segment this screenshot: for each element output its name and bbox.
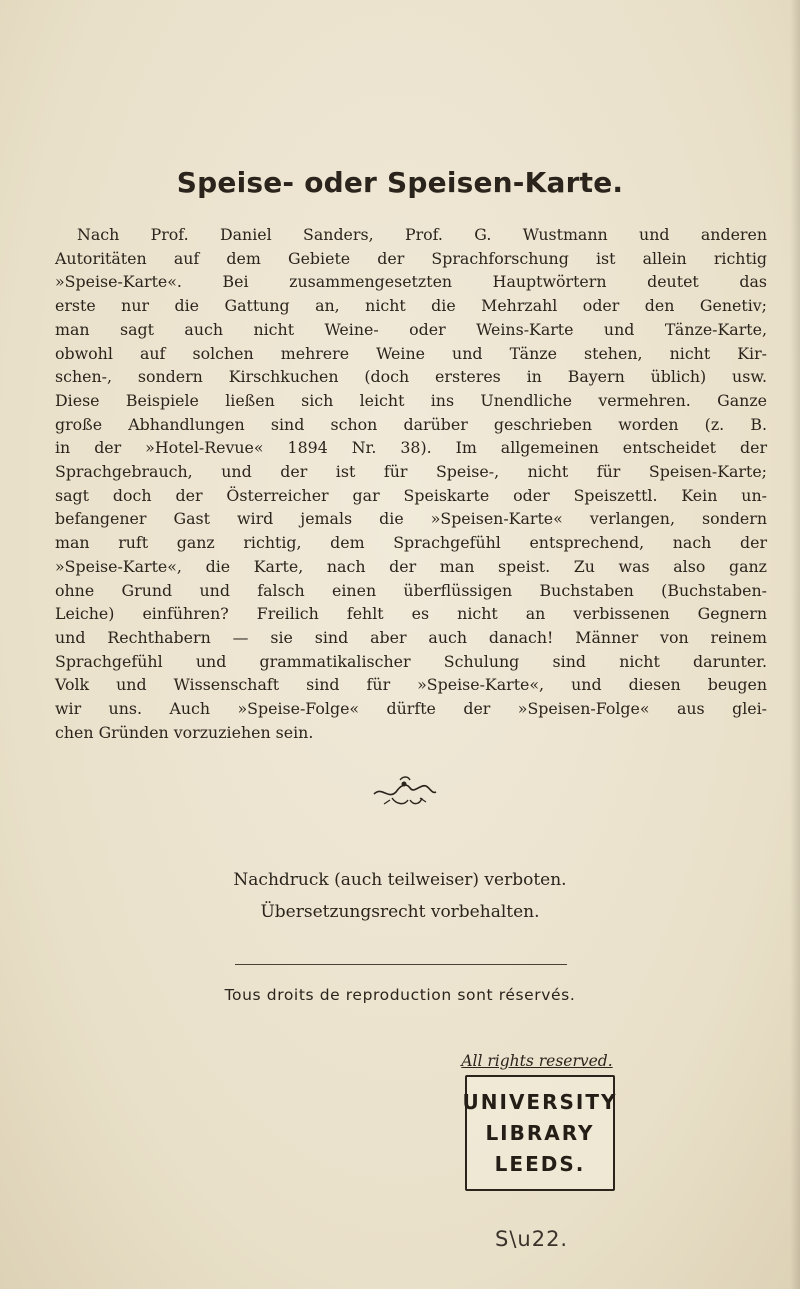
stamp-line-2: LIBRARY — [485, 1120, 595, 1145]
library-stamp — [462, 1075, 618, 1191]
text-line: obwohl auf solchen mehrere Weine und Tänze stehen, nicht Kir- — [55, 343, 767, 363]
text-line: und Rechthabern — sie sind aber auch danach! Männer von reinem — [55, 627, 767, 647]
text-line: Leiche) einführen? Freilich fehlt es nicht an verbissenen Gegnern — [55, 604, 767, 624]
stamp-line-3: LEEDS. — [494, 1151, 586, 1176]
text-line: Diese Beispiele ließen sich leicht ins Unendliche vermehren. Ganze — [55, 390, 767, 410]
text-line: ohne Grund und falsch einen überflüssigen Buchstaben (Buchstaben- — [55, 580, 767, 600]
ornament-icon — [370, 774, 440, 810]
text-line: man ruft ganz richtig, dem Sprachgefühl entsprechend, nach der — [55, 533, 767, 553]
stamp-line-1: UNIVERSITY — [462, 1089, 618, 1114]
text-line: schen-, sondern Kirschkuchen (doch ersteres in Bayern üblich) usw. — [55, 367, 767, 387]
french-rights-notice: Tous droits de reproduction sont réservés. — [224, 986, 576, 1004]
text-line: Sprachgefühl und grammatikalischer Schulung sind nicht darunter. — [55, 651, 767, 671]
divider — [235, 964, 567, 965]
page-edge-shadow — [790, 0, 800, 1289]
text-line: wir uns. Auch »Speise-Folge« dürfte der »Speisen-Folge« aus glei- — [55, 699, 767, 719]
text-line: erste nur die Gattung an, nicht die Mehrzahl oder den Genetiv; — [55, 296, 767, 316]
text-line: Autoritäten auf dem Gebiete der Sprachforschung ist allein richtig — [55, 248, 767, 268]
reprint-notice: Nachdruck (auch teilweiser) verboten. — [233, 870, 567, 890]
translation-notice: Übersetzungsrecht vorbehalten. — [260, 902, 540, 922]
shelfmark: S\u22. — [495, 1227, 569, 1251]
text-line: »Speise-Karte«. Bei zusammengesetzten Hauptwörtern deutet das — [55, 272, 767, 292]
text-line: befangener Gast wird jemals die »Speisen-Karte« verlangen, sondern — [55, 509, 767, 529]
rights-reserved-text: All rights reserved. — [461, 1052, 613, 1070]
body-paragraph — [55, 223, 767, 744]
text-line: sagt doch der Österreicher gar Speiskarte oder Speiszettl. Kein un- — [55, 485, 767, 505]
text-line: große Abhandlungen sind schon darüber geschrieben worden (z. B. — [55, 414, 767, 434]
text-line: Sprachgebrauch, und der ist für Speise-, nicht für Speisen-Karte; — [55, 462, 767, 482]
page-title: Speise- oder Speisen-Karte. — [176, 166, 624, 199]
text-line: Volk und Wissenschaft sind für »Speise-Karte«, und diesen beugen — [55, 675, 767, 695]
text-line: in der »Hotel-Revue« 1894 Nr. 38). Im allgemeinen entscheidet der — [55, 438, 767, 458]
text-line: man sagt auch nicht Weine- oder Weins-Karte und Tänze-Karte, — [55, 319, 767, 339]
text-line: »Speise-Karte«, die Karte, nach der man speist. Zu was also ganz — [55, 556, 767, 576]
text-line: chen Gründen vorzuziehen sein. — [55, 722, 314, 742]
text-line: Nach Prof. Daniel Sanders, Prof. G. Wustmann und anderen — [77, 225, 767, 244]
